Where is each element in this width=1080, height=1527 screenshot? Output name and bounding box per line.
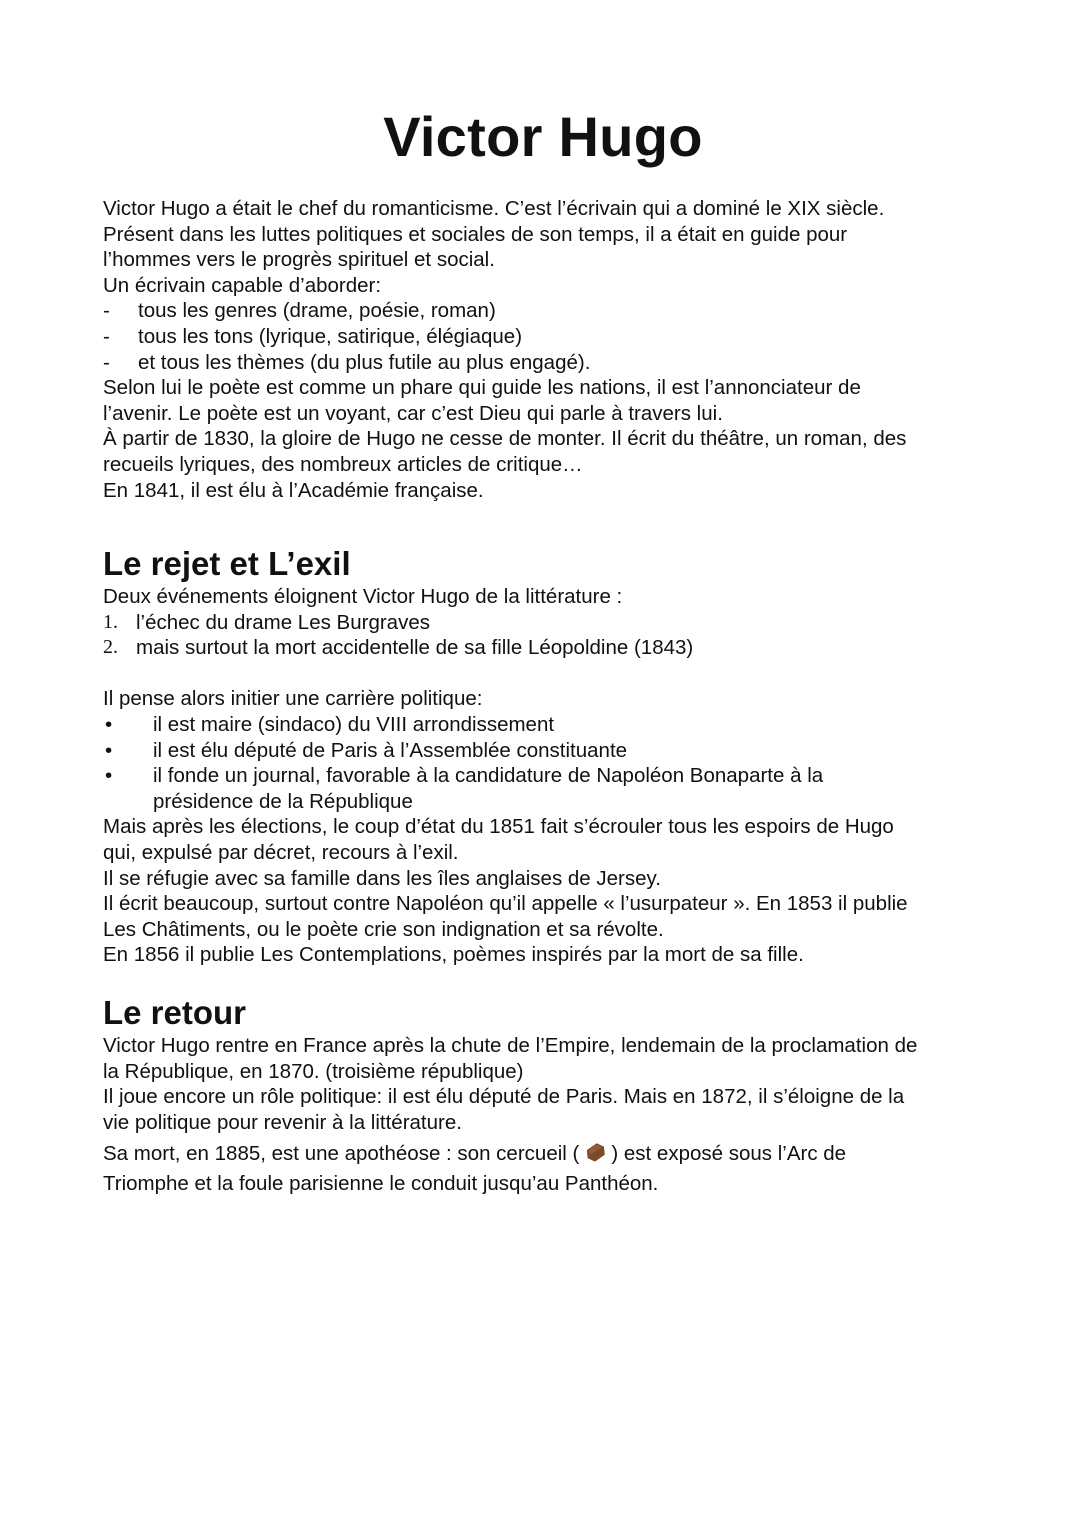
bullet-marker: • <box>105 738 113 762</box>
numbered-list-item <box>103 610 983 636</box>
bullet-list-item <box>103 712 983 738</box>
section-heading: Le rejet et L’exil <box>103 545 351 582</box>
section-heading: Le retour <box>103 994 247 1031</box>
numbered-item-text: l’échec du drame Les Burgraves <box>136 610 430 634</box>
blank-line <box>103 661 983 687</box>
body-line: Il écrit beaucoup, surtout contre Napoléon qu’il appelle « l’usurpateur ». En 1853 il publie <box>103 892 908 916</box>
death-text-before: Sa mort, en 1885, est une apothéose : son cercueil ( <box>103 1142 580 1166</box>
intro-section <box>103 196 983 503</box>
body-line: Victor Hugo rentre en France après la chute de l’Empire, lendemain de la proclamation de <box>103 1034 918 1057</box>
dash-list-item <box>103 298 983 324</box>
body-line: vie politique pour revenir à la littérature. <box>103 1110 462 1134</box>
dash-marker: - <box>103 350 110 374</box>
exil-section <box>103 544 983 968</box>
body-line: Mais après les élections, le coup d’état du 1851 fait s’écrouler tous les espoirs de Hugo <box>103 815 894 839</box>
intro-line: l’hommes vers le progrès spirituel et social. <box>103 248 495 272</box>
intro-line: l’avenir. Le poète est un voyant, car c’est Dieu qui parle à travers lui. <box>103 401 723 425</box>
intro-line: Selon lui le poète est comme un phare qui guide les nations, il est l’annonciateur de <box>103 376 861 400</box>
death-text-after: ) est exposé sous l’Arc de <box>611 1142 847 1166</box>
list-number: 2. <box>103 636 118 659</box>
political-lead: Il pense alors initier une carrière politique: <box>103 687 483 711</box>
list-number: 1. <box>103 610 118 633</box>
body-line: En 1856 il publie Les Contemplations, poèmes inspirés par la mort de sa fille. <box>103 943 804 967</box>
bullet-list-item <box>103 763 983 789</box>
coffin-icon <box>580 1140 610 1166</box>
intro-line: Un écrivain capable d’aborder: <box>103 273 382 297</box>
bullet-item-text: il est élu député de Paris à l’Assemblée constituante <box>153 738 628 762</box>
numbered-item-text: mais surtout la mort accidentelle de sa fille Léopoldine (1843) <box>136 636 694 660</box>
bullet-marker: • <box>105 712 113 736</box>
body-line: Il joue encore un rôle politique: il est élu député de Paris. Mais en 1872, il s’éloigne de la <box>103 1085 905 1109</box>
intro-line: À partir de 1830, la gloire de Hugo ne cesse de monter. Il écrit du théâtre, un roman, des <box>103 427 907 451</box>
bullet-item-text: il est maire (sindaco) du VIII arrondissement <box>153 712 555 736</box>
body-line: la République, en 1870. (troisième république) <box>103 1059 524 1083</box>
death-line <box>103 1139 983 1169</box>
bullet-marker: • <box>105 764 113 788</box>
bullet-continuation: présidence de la République <box>153 789 413 813</box>
page-title: Victor Hugo <box>383 105 703 168</box>
body-line: qui, expulsé par décret, recours à l’exil. <box>103 840 459 864</box>
numbered-list-item <box>103 635 983 661</box>
bullet-list-item <box>103 738 983 764</box>
dash-item-text: et tous les thèmes (du plus futile au plus engagé). <box>138 350 591 374</box>
dash-list-item <box>103 350 983 376</box>
death-line-end: Triomphe et la foule parisienne le conduit jusqu’au Panthéon. <box>103 1172 659 1196</box>
intro-line: Victor Hugo a était le chef du romanticisme. C’est l’écrivain qui a dominé le XIX siècle. <box>103 197 885 220</box>
dash-item-text: tous les tons (lyrique, satirique, élégiaque) <box>138 324 523 348</box>
section-lead: Deux événements éloignent Victor Hugo de la littérature : <box>103 585 623 608</box>
intro-line: recueils lyriques, des nombreux articles de critique… <box>103 452 583 476</box>
retour-section <box>103 993 983 1199</box>
intro-line: Présent dans les luttes politiques et sociales de son temps, il a était en guide pour <box>103 222 848 246</box>
body-line: Les Châtiments, ou le poète crie son indignation et sa révolte. <box>103 917 664 941</box>
intro-line: En 1841, il est élu à l’Académie française. <box>103 478 484 502</box>
dash-list-item <box>103 324 983 350</box>
dash-marker: - <box>103 324 110 348</box>
body-line: Il se réfugie avec sa famille dans les îles anglaises de Jersey. <box>103 866 661 890</box>
dash-item-text: tous les genres (drame, poésie, roman) <box>138 299 496 323</box>
dash-marker: - <box>103 299 110 323</box>
bullet-item-text: il fonde un journal, favorable à la candidature de Napoléon Bonaparte à la <box>153 764 824 788</box>
